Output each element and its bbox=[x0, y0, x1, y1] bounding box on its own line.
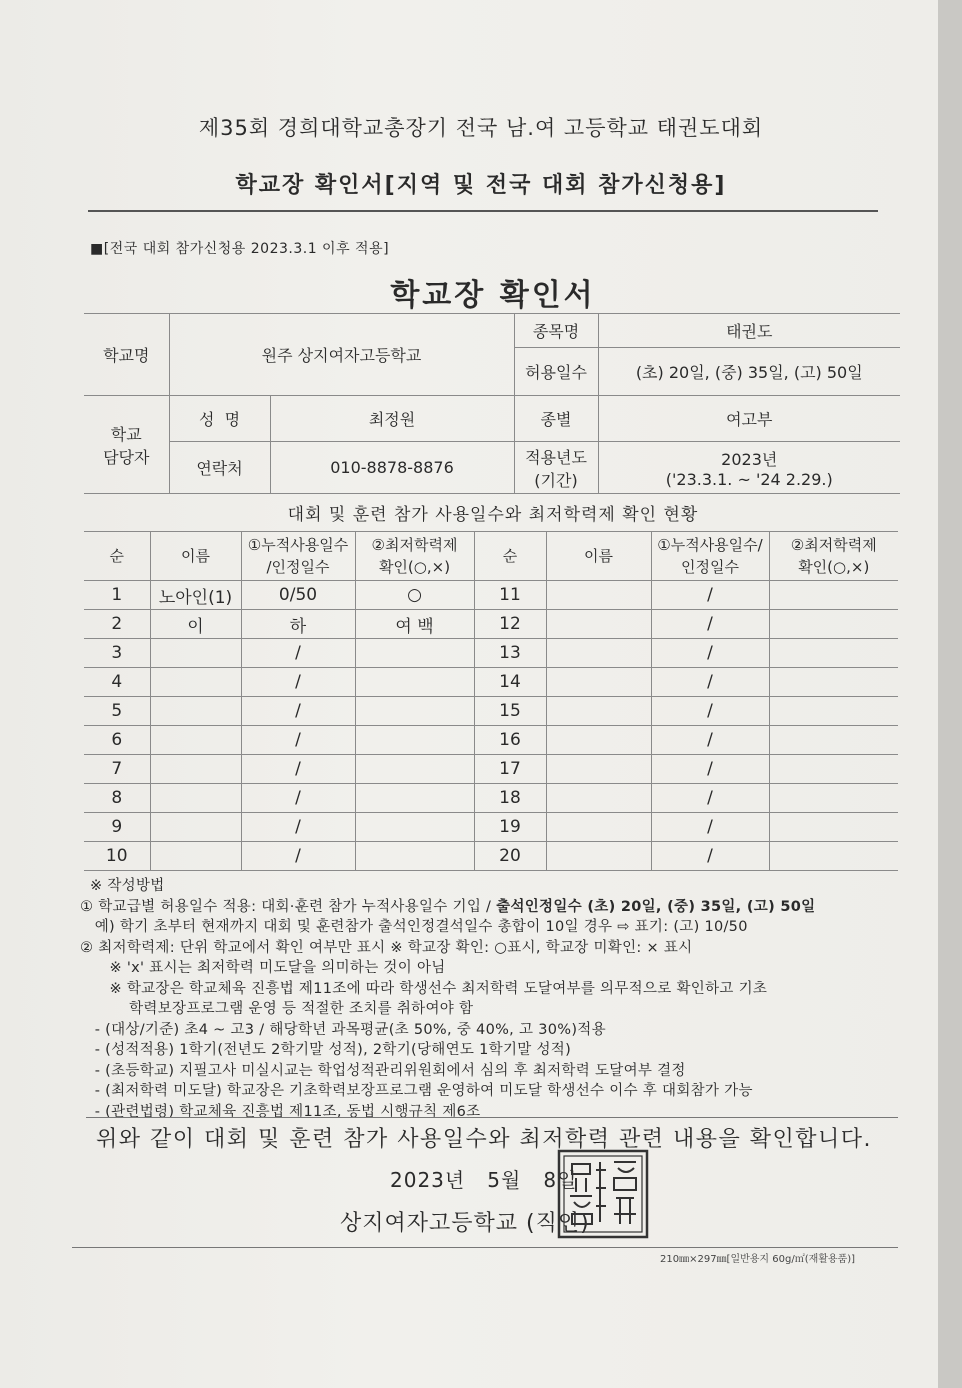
manager-label bbox=[84, 396, 169, 494]
apply-year-value bbox=[598, 442, 900, 494]
row-number: 2 bbox=[84, 610, 150, 639]
accumulated-days: / bbox=[241, 668, 355, 697]
background-surface bbox=[938, 0, 962, 1388]
accumulated-days: / bbox=[651, 581, 769, 610]
header-no-right: 순 bbox=[474, 532, 546, 581]
instructions bbox=[80, 876, 910, 1122]
row-number: 9 bbox=[84, 813, 150, 842]
instruction-line-1-bold: 출석인정일수 (초) 20일, (중) 35일, (고) 50일 bbox=[496, 898, 816, 915]
table-row bbox=[84, 726, 898, 755]
issue-date: 2023년 5월 8일 bbox=[390, 1168, 578, 1192]
school-info-table bbox=[84, 313, 900, 494]
row-number: 17 bbox=[474, 755, 546, 784]
row-number: 18 bbox=[474, 784, 546, 813]
accumulated-days: / bbox=[651, 697, 769, 726]
student-name bbox=[150, 842, 241, 871]
apply-year-value-line1: 2023년 bbox=[721, 449, 778, 469]
academic-check bbox=[769, 610, 898, 639]
row-number: 8 bbox=[84, 784, 150, 813]
name-value: 최정원 bbox=[270, 396, 514, 442]
header-academic-line1: ②최저학력제 bbox=[371, 536, 458, 554]
accumulated-days: / bbox=[651, 813, 769, 842]
instruction-line-2: 예) 학기 초부터 현재까지 대회 및 훈련참가 출석인정결석일수 총합이 10일 경우 ⇨ 표기: (고) 10/50 bbox=[80, 919, 748, 935]
instruction-line-11: - (관련법령) 학교체육 진흥법 제11조, 동법 시행규칙 제6조 bbox=[80, 1103, 481, 1120]
student-name: 노아인(1) bbox=[150, 581, 241, 610]
school-signature: 상지여자고등학교 (직인) bbox=[340, 1211, 590, 1236]
header-days bbox=[241, 532, 355, 581]
applicability-note: ■[전국 대회 참가신청용 2023.3.1 이후 적용] bbox=[90, 241, 390, 257]
academic-check bbox=[769, 581, 898, 610]
academic-check: ○ bbox=[355, 581, 474, 610]
apply-year-label bbox=[514, 442, 598, 494]
table-row bbox=[84, 784, 898, 813]
table-row bbox=[84, 639, 898, 668]
table-row bbox=[84, 610, 898, 639]
event-title: 제35회 경희대학교총장기 전국 남.여 고등학교 태권도대회 bbox=[198, 116, 764, 140]
title-divider bbox=[88, 210, 878, 212]
instruction-line-6: 학력보장프로그램 운영 등 적절한 조치를 취하여야 함 bbox=[80, 1001, 474, 1017]
status-title: 대회 및 훈련 참가 사용일수와 최저학력제 확인 현황 bbox=[287, 505, 699, 525]
student-name bbox=[546, 697, 651, 726]
academic-check bbox=[769, 726, 898, 755]
paper-spec-footer: 210㎜×297㎜[일반용지 60g/㎡(재활용품)] bbox=[660, 1254, 856, 1265]
allowed-days-value: (초) 20일, (중) 35일, (고) 50일 bbox=[598, 348, 900, 396]
confirmation-statement: 위와 같이 대회 및 훈련 참가 사용일수와 최저학력 관련 내용을 확인합니다. bbox=[96, 1127, 872, 1152]
row-number: 12 bbox=[474, 610, 546, 639]
header-name: 이름 bbox=[150, 532, 241, 581]
instructions-heading: ※ 작성방법 bbox=[90, 878, 165, 894]
accumulated-days: / bbox=[241, 813, 355, 842]
accumulated-days: / bbox=[241, 639, 355, 668]
participation-table bbox=[84, 531, 898, 871]
table-row bbox=[84, 813, 898, 842]
student-name bbox=[150, 726, 241, 755]
academic-check bbox=[769, 755, 898, 784]
header-academic-right-line1: ②최저학력제 bbox=[790, 536, 877, 554]
student-name bbox=[546, 842, 651, 871]
student-name bbox=[546, 581, 651, 610]
academic-check bbox=[769, 639, 898, 668]
student-name bbox=[150, 784, 241, 813]
sport-label: 종목명 bbox=[514, 314, 598, 348]
header-days-right-line2: 인정일수 bbox=[681, 558, 739, 576]
header-days-line1: ①누적사용일수 bbox=[247, 536, 349, 554]
accumulated-days: / bbox=[651, 639, 769, 668]
accumulated-days: / bbox=[651, 842, 769, 871]
instruction-line-3: ② 최저학력제: 단위 학교에서 확인 여부만 표시 ※ 학교장 확인: ○표시, 학교장 미확인: × 표시 bbox=[80, 939, 693, 956]
accumulated-days: / bbox=[651, 668, 769, 697]
academic-check: 여 백 bbox=[355, 610, 474, 639]
row-number: 5 bbox=[84, 697, 150, 726]
academic-check bbox=[355, 668, 474, 697]
table-row bbox=[84, 755, 898, 784]
row-number: 3 bbox=[84, 639, 150, 668]
header-academic-right bbox=[769, 532, 898, 581]
row-number: 13 bbox=[474, 639, 546, 668]
bottom-divider bbox=[72, 1247, 898, 1248]
accumulated-days: / bbox=[241, 726, 355, 755]
academic-check bbox=[355, 813, 474, 842]
accumulated-days: / bbox=[651, 726, 769, 755]
form-title: 학교장 확인서[지역 및 전국 대회 참가신청용] bbox=[235, 173, 727, 198]
instruction-line-1-text: ① 학교급별 허용일수 적용: 대회·훈련 참가 누적사용일수 기입 / bbox=[80, 898, 497, 915]
header-name-right: 이름 bbox=[546, 532, 651, 581]
header-academic-right-line2: 확인(○,×) bbox=[798, 558, 870, 576]
manager-label-line1: 학교 bbox=[110, 424, 142, 444]
student-name bbox=[546, 610, 651, 639]
row-number: 10 bbox=[84, 842, 150, 871]
header-no: 순 bbox=[84, 532, 150, 581]
academic-check bbox=[769, 784, 898, 813]
school-name-value: 원주 상지여자고등학교 bbox=[169, 314, 514, 396]
sport-value: 태권도 bbox=[598, 314, 900, 348]
accumulated-days: / bbox=[241, 784, 355, 813]
row-number: 19 bbox=[474, 813, 546, 842]
category-value: 여고부 bbox=[598, 396, 900, 442]
accumulated-days: / bbox=[241, 755, 355, 784]
table-row bbox=[84, 697, 898, 726]
accumulated-days: 하 bbox=[241, 610, 355, 639]
row-number: 15 bbox=[474, 697, 546, 726]
name-label: 성 명 bbox=[169, 396, 270, 442]
contact-label: 연락처 bbox=[169, 442, 270, 494]
row-number: 14 bbox=[474, 668, 546, 697]
header-days-right bbox=[651, 532, 769, 581]
table-row bbox=[84, 668, 898, 697]
accumulated-days: 0/50 bbox=[241, 581, 355, 610]
instruction-line-4: ※ 'x' 표시는 최저학력 미도달을 의미하는 것이 아님 bbox=[80, 960, 446, 976]
academic-check bbox=[355, 755, 474, 784]
header-days-right-line1: ①누적사용일수/ bbox=[657, 536, 763, 554]
academic-check bbox=[355, 726, 474, 755]
allowed-days-label: 허용일수 bbox=[514, 348, 598, 396]
accumulated-days: / bbox=[651, 784, 769, 813]
table-row bbox=[84, 581, 898, 610]
apply-year-value-line2: ('23.3.1. ~ '24 2.29.) bbox=[665, 469, 833, 489]
academic-check bbox=[355, 842, 474, 871]
academic-check bbox=[355, 697, 474, 726]
school-name-label: 학교명 bbox=[84, 314, 169, 396]
manager-label-line2: 담당자 bbox=[103, 447, 150, 467]
student-name bbox=[150, 668, 241, 697]
student-name: 이 bbox=[150, 610, 241, 639]
academic-check bbox=[769, 842, 898, 871]
category-label: 종별 bbox=[514, 396, 598, 442]
apply-year-label-line1: 적용년도 bbox=[525, 447, 587, 467]
academic-check bbox=[355, 784, 474, 813]
table-row bbox=[84, 842, 898, 871]
student-name bbox=[546, 755, 651, 784]
student-name bbox=[546, 668, 651, 697]
instruction-line-7: - (대상/기준) 초4 ~ 고3 / 해당학년 과목평균(초 50%, 중 40%, 고 30%)적용 bbox=[80, 1021, 606, 1038]
academic-check bbox=[769, 813, 898, 842]
row-number: 16 bbox=[474, 726, 546, 755]
row-number: 11 bbox=[474, 581, 546, 610]
student-name bbox=[546, 784, 651, 813]
row-number: 20 bbox=[474, 842, 546, 871]
header-academic-line2: 확인(○,×) bbox=[378, 558, 451, 576]
student-name bbox=[150, 697, 241, 726]
student-name bbox=[546, 639, 651, 668]
student-name bbox=[150, 755, 241, 784]
student-name bbox=[546, 813, 651, 842]
instruction-line-5: ※ 학교장은 학교체육 진흥법 제11조에 따라 학생선수 최저학력 도달여부를 의무적으로 확인하고 기초 bbox=[80, 980, 768, 997]
apply-year-label-line2: (기간) bbox=[534, 470, 578, 490]
accumulated-days: / bbox=[241, 842, 355, 871]
student-name bbox=[150, 639, 241, 668]
header-days-line2: /인정일수 bbox=[266, 558, 330, 576]
academic-check bbox=[769, 697, 898, 726]
row-number: 7 bbox=[84, 755, 150, 784]
row-number: 4 bbox=[84, 668, 150, 697]
confirm-divider bbox=[86, 1117, 898, 1118]
document-title: 학교장 확인서 bbox=[390, 278, 596, 313]
row-number: 6 bbox=[84, 726, 150, 755]
accumulated-days: / bbox=[651, 755, 769, 784]
academic-check bbox=[355, 639, 474, 668]
row-number: 1 bbox=[84, 581, 150, 610]
instruction-line-1 bbox=[80, 897, 910, 918]
header-academic bbox=[355, 532, 474, 581]
official-seal-stamp bbox=[556, 1148, 650, 1240]
instruction-line-10: - (최저학력 미도달) 학교장은 기초학력보장프로그램 운영하여 미도달 학생선수 이수 후 대회참가 가능 bbox=[80, 1083, 753, 1099]
instruction-line-9: - (초등학교) 지필고사 미실시교는 학업성적관리위원회에서 심의 후 최저학력 도달여부 결정 bbox=[80, 1062, 686, 1079]
accumulated-days: / bbox=[241, 697, 355, 726]
student-name bbox=[150, 813, 241, 842]
academic-check bbox=[769, 668, 898, 697]
student-name bbox=[546, 726, 651, 755]
accumulated-days: / bbox=[651, 610, 769, 639]
instruction-line-8: - (성적적용) 1학기(전년도 2학기말 성적), 2학기(당해연도 1학기말 성적) bbox=[80, 1042, 572, 1058]
contact-value: 010-8878-8876 bbox=[270, 442, 514, 494]
